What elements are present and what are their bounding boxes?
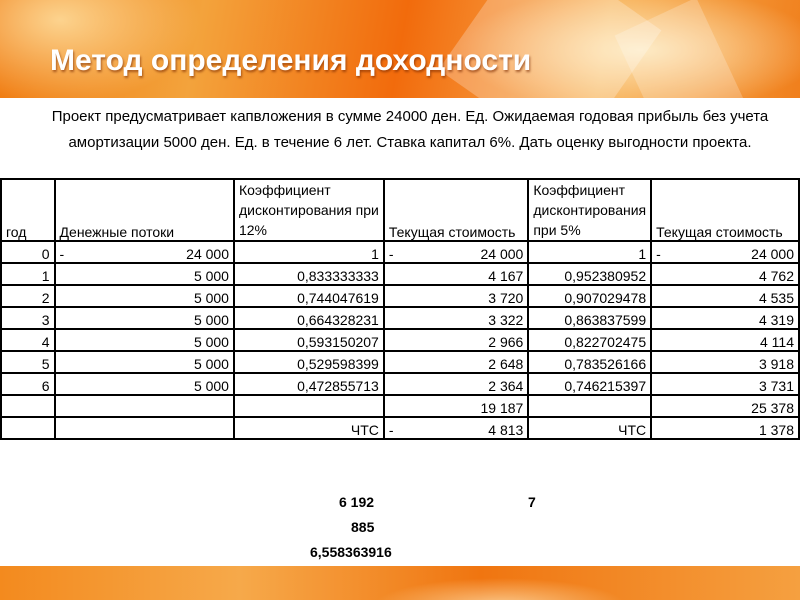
coef-5-cell bbox=[528, 373, 651, 395]
year-cell bbox=[1, 351, 55, 373]
table-row bbox=[1, 285, 799, 307]
coef-5-value: 0,863837599 bbox=[564, 312, 647, 328]
cash-flow-cell bbox=[55, 373, 234, 395]
npv-table bbox=[0, 178, 800, 440]
pv-12-cell bbox=[384, 351, 528, 373]
table-header-row bbox=[1, 179, 799, 241]
table-row bbox=[1, 241, 799, 263]
year-value: 2 bbox=[41, 290, 50, 306]
pv-12-value: 2 364 bbox=[488, 378, 524, 394]
cash-flow-value: 5 000 bbox=[193, 312, 229, 328]
pv-12-sign: - bbox=[388, 246, 394, 262]
header-pv-5 bbox=[651, 179, 799, 241]
coef-12-cell bbox=[234, 351, 384, 373]
coef-5-cell bbox=[528, 307, 651, 329]
npv-row bbox=[1, 417, 799, 439]
header-coef-5-line: дисконтирования bbox=[533, 202, 647, 218]
year-value: 1 bbox=[41, 268, 50, 284]
coef-5-value: 0,907029478 bbox=[564, 290, 647, 306]
year-cell bbox=[1, 329, 55, 351]
pv-5-sign: - bbox=[656, 246, 661, 262]
header-pv-5-label: Текущая стоимость bbox=[656, 224, 783, 240]
total-pv-5-cell bbox=[651, 395, 799, 417]
coef-12-cell bbox=[234, 263, 384, 285]
npv-label-12-cell bbox=[234, 417, 384, 439]
year-value: 6 bbox=[41, 378, 50, 394]
totals-row bbox=[1, 395, 799, 417]
pv-12-cell bbox=[384, 241, 528, 263]
cash-flow-cell bbox=[55, 263, 234, 285]
pv-5-value: 3 731 bbox=[758, 378, 794, 394]
year-value: 5 bbox=[41, 356, 50, 372]
cash-flow-cell bbox=[55, 241, 234, 263]
empty-cell bbox=[234, 395, 384, 417]
coef-12-value: 0,593150207 bbox=[297, 334, 379, 350]
table-row bbox=[1, 329, 799, 351]
year-cell bbox=[1, 263, 55, 285]
coef-5-value: 0,952380952 bbox=[564, 268, 647, 284]
table-row bbox=[1, 351, 799, 373]
problem-line-1: Проект предусматривает капвложения в сумме 24000 ден. Ед. Ожидаемая годовая прибыль без учета bbox=[51, 108, 769, 125]
coef-12-cell bbox=[234, 307, 384, 329]
npv-label-5-cell bbox=[528, 417, 651, 439]
npv-5-cell bbox=[651, 417, 799, 439]
pv-12-cell bbox=[384, 329, 528, 351]
header-year bbox=[1, 179, 55, 241]
empty-cell bbox=[528, 395, 651, 417]
pv-12-value: 3 720 bbox=[488, 290, 524, 306]
year-cell bbox=[1, 307, 55, 329]
pv-12-value: 24 000 bbox=[480, 246, 524, 262]
loose-value: 7 bbox=[528, 494, 536, 510]
empty-cell bbox=[55, 417, 234, 439]
pv-5-cell bbox=[651, 285, 799, 307]
year-value: 4 bbox=[41, 334, 50, 350]
empty-cell bbox=[1, 395, 55, 417]
coef-5-value: 1 bbox=[638, 246, 647, 262]
coef-12-cell bbox=[234, 241, 384, 263]
table-row bbox=[1, 263, 799, 285]
pv-5-cell bbox=[651, 373, 799, 395]
coef-5-value: 0,822702475 bbox=[564, 334, 647, 350]
header-coef-12-line: Коэффициент bbox=[238, 182, 331, 198]
npv-12-cell bbox=[384, 417, 528, 439]
pv-5-cell bbox=[651, 329, 799, 351]
header-cash-flows bbox=[55, 179, 234, 241]
pv-5-cell bbox=[651, 263, 799, 285]
pv-12-value: 2 648 bbox=[488, 356, 524, 372]
npv-label-5: ЧТС bbox=[618, 422, 647, 438]
coef-12-cell bbox=[234, 373, 384, 395]
pv-5-cell bbox=[651, 351, 799, 373]
cash-flow-cell bbox=[55, 351, 234, 373]
coef-12-value: 0,664328231 bbox=[297, 312, 379, 328]
coef-12-cell bbox=[234, 285, 384, 307]
npv-5-value: 1 378 bbox=[758, 422, 794, 438]
table-row bbox=[1, 373, 799, 395]
coef-5-cell bbox=[528, 241, 651, 263]
header-pv-12-label: Текущая стоимость bbox=[388, 224, 516, 240]
coef-5-cell bbox=[528, 329, 651, 351]
pv-5-value: 4 762 bbox=[758, 268, 794, 284]
header-coef-5-line: Коэффициент bbox=[533, 182, 626, 198]
pv-12-value: 2 966 bbox=[488, 334, 524, 350]
coef-12-value: 0,529598399 bbox=[297, 356, 379, 372]
coef-5-cell bbox=[528, 263, 651, 285]
npv-table-body bbox=[1, 179, 799, 439]
total-pv-12: 19 187 bbox=[480, 400, 524, 416]
coef-5-cell bbox=[528, 351, 651, 373]
empty-cell bbox=[1, 417, 55, 439]
problem-statement bbox=[40, 104, 780, 156]
cash-flow-cell bbox=[55, 285, 234, 307]
cash-flow-sign: - bbox=[59, 246, 65, 262]
year-cell bbox=[1, 285, 55, 307]
pv-5-value: 24 000 bbox=[751, 246, 794, 262]
header-coef-12-line: дисконтирования при bbox=[238, 202, 379, 218]
header-coef-5-line: при 5% bbox=[533, 222, 581, 238]
loose-value: 6,558363916 bbox=[310, 544, 392, 560]
title-banner bbox=[0, 0, 800, 98]
pv-12-cell bbox=[384, 307, 528, 329]
coef-12-value: 0,833333333 bbox=[297, 268, 379, 284]
npv-12-value: 4 813 bbox=[488, 422, 524, 438]
pv-5-value: 3 918 bbox=[758, 356, 794, 372]
header-coef-5 bbox=[528, 179, 651, 241]
npv-12-sign: - bbox=[388, 422, 394, 438]
total-pv-12-cell bbox=[384, 395, 528, 417]
year-cell bbox=[1, 373, 55, 395]
cash-flow-value: 24 000 bbox=[186, 246, 229, 262]
footer-band bbox=[0, 566, 800, 600]
header-pv-12 bbox=[384, 179, 528, 241]
empty-cell bbox=[55, 395, 234, 417]
problem-line-2: амортизации 5000 ден. Ед. в течение 6 лет. Ставка капитал 6%. Дать оценку выгодности проекта. bbox=[68, 134, 752, 151]
coef-5-cell bbox=[528, 285, 651, 307]
coef-12-value: 0,472855713 bbox=[297, 378, 379, 394]
cash-flow-value: 5 000 bbox=[193, 378, 229, 394]
loose-value: 6 192 bbox=[339, 494, 375, 510]
table-row bbox=[1, 307, 799, 329]
year-value: 0 bbox=[41, 246, 50, 262]
header-coef-12-line: 12% bbox=[238, 222, 268, 238]
header-cash-flows-label: Денежные потоки bbox=[59, 224, 175, 240]
pv-5-cell bbox=[651, 241, 799, 263]
npv-label-12: ЧТС bbox=[350, 422, 379, 438]
cash-flow-cell bbox=[55, 307, 234, 329]
year-cell bbox=[1, 241, 55, 263]
coef-12-value: 1 bbox=[371, 246, 379, 262]
pv-5-value: 4 319 bbox=[758, 312, 794, 328]
slide-title: Метод определения доходности bbox=[50, 44, 532, 77]
pv-12-cell bbox=[384, 285, 528, 307]
cash-flow-value: 5 000 bbox=[193, 356, 229, 372]
pv-12-cell bbox=[384, 263, 528, 285]
cash-flow-cell bbox=[55, 329, 234, 351]
cash-flow-value: 5 000 bbox=[193, 334, 229, 350]
coef-5-value: 0,746215397 bbox=[564, 378, 647, 394]
loose-value: 885 bbox=[351, 519, 375, 535]
coef-12-value: 0,744047619 bbox=[297, 290, 379, 306]
coef-5-value: 0,783526166 bbox=[564, 356, 647, 372]
header-coef-12 bbox=[234, 179, 384, 241]
year-value: 3 bbox=[41, 312, 50, 328]
cash-flow-value: 5 000 bbox=[193, 290, 229, 306]
coef-12-cell bbox=[234, 329, 384, 351]
pv-12-value: 3 322 bbox=[488, 312, 524, 328]
pv-12-value: 4 167 bbox=[488, 268, 524, 284]
pv-12-cell bbox=[384, 373, 528, 395]
pv-5-value: 4 114 bbox=[760, 334, 794, 350]
pv-5-cell bbox=[651, 307, 799, 329]
total-pv-5: 25 378 bbox=[751, 400, 794, 416]
header-year-label: год bbox=[6, 224, 27, 240]
cash-flow-value: 5 000 bbox=[193, 268, 229, 284]
pv-5-value: 4 535 bbox=[758, 290, 794, 306]
